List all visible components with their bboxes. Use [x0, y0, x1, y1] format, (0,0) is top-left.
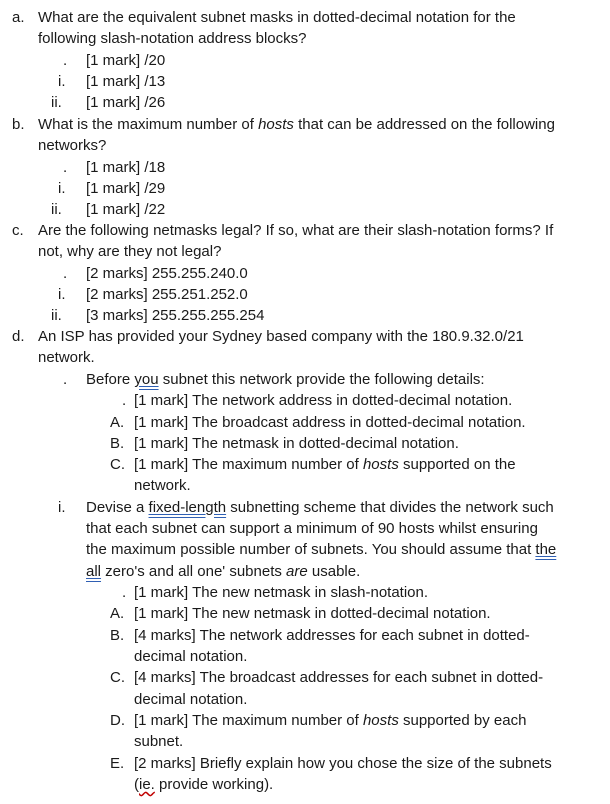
part-2-line-1: Devise a fixed-length subnetting scheme that divides the network such [86, 499, 554, 516]
sub-marker: E. [110, 755, 125, 772]
question-b-text-cont: networks? [38, 137, 107, 154]
list-item: [3 marks] 255.255.255.254 [86, 307, 265, 324]
sub-item-cont: subnet. [134, 733, 184, 750]
item-marker: ii. [51, 94, 62, 111]
item-marker: i. [58, 499, 66, 516]
sub-item: [1 mark] The network address in dotted-decimal notation. [134, 392, 513, 409]
part-2-line-4: all zero's and all one' subnets are usable. [86, 563, 361, 580]
list-item: [2 marks] 255.251.252.0 [86, 286, 248, 303]
item-marker: . [63, 371, 68, 388]
sub-marker: . [122, 584, 127, 601]
item-marker: . [63, 159, 68, 176]
sub-item: [4 marks] The broadcast addresses for each subnet in dotted- [134, 669, 544, 686]
question-letter-c: c. [12, 222, 24, 239]
item-marker: . [63, 265, 68, 282]
list-item: [1 mark] /29 [86, 180, 166, 197]
item-marker: i. [58, 73, 66, 90]
sub-item-cont: (ie. provide working). [134, 776, 274, 793]
question-d-text-cont: network. [38, 349, 95, 366]
sub-item: [2 marks] Briefly explain how you chose the size of the subnets [134, 755, 552, 772]
sub-item: [1 mark] The new netmask in slash-notation. [134, 584, 429, 601]
sub-marker: B. [110, 627, 125, 644]
sub-marker: C. [110, 669, 125, 686]
sub-marker: C. [110, 456, 125, 473]
sub-item: [1 mark] The new netmask in dotted-decimal notation. [134, 605, 491, 622]
sub-item: [1 mark] The netmask in dotted-decimal notation. [134, 435, 459, 452]
part-2-line-3: the maximum possible number of subnets. You should assume that the [86, 541, 557, 558]
question-b-text: What is the maximum number of hosts that can be addressed on the following [38, 116, 555, 133]
question-a-text: What are the equivalent subnet masks in dotted-decimal notation for the [38, 9, 516, 26]
item-marker: ii. [51, 307, 62, 324]
part-1-intro: Before you subnet this network provide the following details: [86, 371, 485, 388]
sub-marker: . [122, 392, 127, 409]
question-letter-d: d. [12, 328, 25, 345]
item-marker: ii. [51, 201, 62, 218]
list-item: [1 mark] /22 [86, 201, 166, 218]
list-item: [1 mark] /13 [86, 73, 166, 90]
sub-item: [1 mark] The maximum number of hosts supported on the [134, 456, 516, 473]
sub-item: [1 mark] The broadcast address in dotted-decimal notation. [134, 414, 526, 431]
question-letter-a: a. [12, 9, 25, 26]
list-item: [1 mark] /18 [86, 159, 166, 176]
item-marker: . [63, 52, 68, 69]
list-item: [1 mark] /26 [86, 94, 166, 111]
sub-item: [4 marks] The network addresses for each subnet in dotted- [134, 627, 530, 644]
part-2-line-2: that each subnet can support a minimum of 90 hosts whilst ensuring [86, 520, 538, 537]
question-letter-b: b. [12, 116, 25, 133]
sub-item-cont: network. [134, 477, 191, 494]
sub-item-cont: decimal notation. [134, 691, 248, 708]
list-item: [2 marks] 255.255.240.0 [86, 265, 248, 282]
item-marker: i. [58, 286, 66, 303]
sub-marker: D. [110, 712, 125, 729]
sub-item: [1 mark] The maximum number of hosts supported by each [134, 712, 527, 729]
question-d-text: An ISP has provided your Sydney based company with the 180.9.32.0/21 [38, 328, 524, 345]
sub-marker: B. [110, 435, 125, 452]
sub-marker: A. [110, 414, 125, 431]
list-item: [1 mark] /20 [86, 52, 166, 69]
question-c-text-cont: not, why are they not legal? [38, 243, 222, 260]
question-c-text: Are the following netmasks legal? If so, what are their slash-notation forms? If [38, 222, 554, 239]
sub-item-cont: decimal notation. [134, 648, 248, 665]
question-a-text-cont: following slash-notation address blocks? [38, 30, 307, 47]
sub-marker: A. [110, 605, 125, 622]
item-marker: i. [58, 180, 66, 197]
